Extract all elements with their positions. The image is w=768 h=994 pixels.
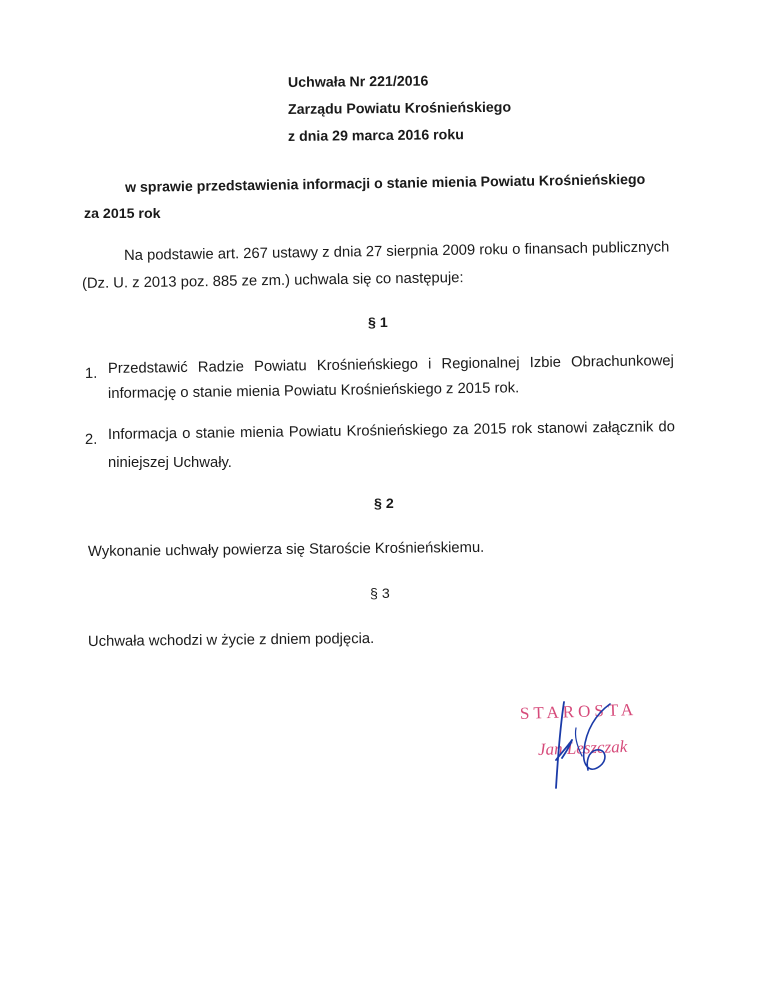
starosta-stamp [512, 700, 662, 800]
subject-line-1: w sprawie przedstawienia informacji o stanie mienia Powiatu Krośnieńskiego [124, 171, 646, 196]
section-1-heading: § 1 [368, 315, 388, 331]
section-3-text: Uchwała wchodzi w życie z dniem podjęcia. [87, 631, 375, 650]
item-1-line-1: Przedstawić Radzie Powiatu Krośnieńskiego i Regionalnej Izbie Obrachunkowej [107, 353, 674, 377]
section-2-text: Wykonanie uchwały powierza się Staroście Krośnieńskiemu. [87, 539, 485, 560]
stamp-name: Jan Leszczak [537, 736, 628, 759]
resolution-issuer: Zarządu Powiatu Krośnieńskiego [287, 99, 512, 118]
section-2-heading: § 2 [374, 496, 394, 512]
stamp-title: STAROSTA [519, 699, 638, 723]
resolution-date: z dnia 29 marca 2016 roku [287, 127, 464, 145]
resolution-title: Uchwała Nr 221/2016 [287, 73, 429, 91]
item-1-line-2: informację o stanie mienia Powiatu Krośnieńskiego z 2015 rok. [107, 380, 520, 402]
item-2-number: 2. [84, 431, 98, 448]
item-1-number: 1. [84, 365, 98, 382]
handwritten-signature [536, 700, 626, 800]
preamble-line-2: (Dz. U. z 2013 poz. 885 ze zm.) uchwala się co następuje: [81, 270, 464, 292]
section-3-heading: § 3 [370, 586, 390, 602]
item-2-line-2: niniejszej Uchwały. [108, 455, 232, 471]
item-2-line-1: Informacja o stanie mienia Powiatu Krośnieńskiego za 2015 rok stanowi załącznik do [107, 419, 676, 443]
subject-line-2: za 2015 rok [84, 206, 161, 222]
preamble-line-1: Na podstawie art. 267 ustawy z dnia 27 sierpnia 2009 roku o finansach publicznych [123, 239, 670, 264]
